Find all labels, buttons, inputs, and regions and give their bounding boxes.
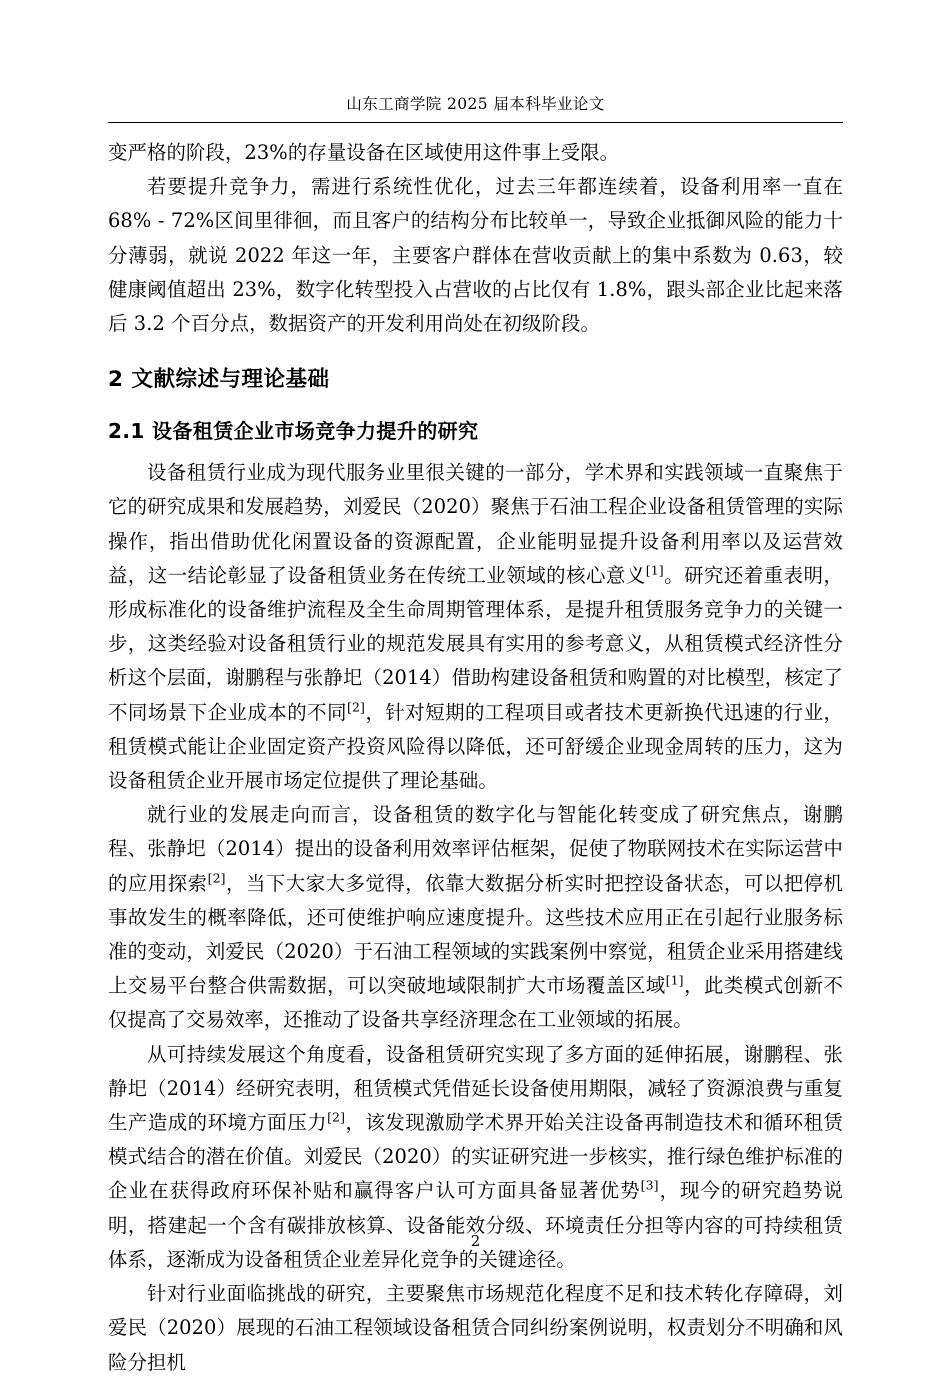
paragraph-4 <box>108 798 843 1037</box>
paragraph-5-text-a: 从可持续发展这个角度看，设备租赁研究实现了多方面的延伸拓展，谢鹏程、张静圯（2014）经研究表明，租赁模式凭借延长设备使用期限，减轻了资源浪费与重复生产造成的环境方面压力 <box>108 1042 843 1135</box>
citation-marker-3: [2] <box>207 870 226 886</box>
citation-marker-2: [2] <box>347 699 366 715</box>
paragraph-3-text-a: 设备租赁行业成为现代服务业里很关键的一部分，学术界和实践领域一直聚焦于它的研究成果和发展趋势，刘爱民（2020）聚焦于石油工程企业设备租赁管理的实际操作，指出借助优化闲置设备的资源配置，企业能明显提升设备利用率以及运营效益，这一结论彰显了设备租赁业务在传统工业领域的核心意义 <box>108 461 843 587</box>
citation-marker-6: [3] <box>640 1178 659 1194</box>
paragraph-4-text-c: ，此类模式创新不仅提高了交易效率，还推动了设备共享经济理念在工业领域的拓展。 <box>108 974 843 1032</box>
page-header: 山东工商学院 2025 届本科毕业论文 <box>346 95 605 113</box>
header-divider <box>108 122 843 123</box>
paragraph-3-text-b: 。研究还着重表明，形成标准化的设备维护流程及全生命周期管理体系，是提升租赁服务竞争力的关键一步，这类经验对设备租赁行业的规范发展具有实用的参考意义，从租赁模式经济性分析这个层面，谢鹏程与张静圯（2014）借助构建设备租赁和购置的对比模型，核定了不同场景下企业成本的不同 <box>108 563 843 724</box>
paragraph-3 <box>108 456 843 798</box>
page-number: 2 <box>470 1232 481 1250</box>
paragraph-4-text-a: 就行业的发展走向而言，设备租赁的数字化与智能化转变成了研究焦点，谢鹏程、张静圯（2014）提出的设备利用效率评估框架，促使了物联网技术在实际运营中的应用探索 <box>108 803 843 895</box>
citation-marker-5: [2] <box>327 1109 346 1125</box>
citation-marker-4: [1] <box>665 972 684 988</box>
paragraph-5-text-c: ，现今的研究趋势说明，搭建起一个含有碳排放核算、设备能效分级、环境责任分担等内容的可持续租赁体系，逐渐成为设备租赁企业差异化竞争的关键途径。 <box>108 1179 843 1271</box>
paragraph-6: 针对行业面临挑战的研究，主要聚焦市场规范化程度不足和技术转化存障碍，刘爱民（2020）展现的石油工程领域设备租赁合同纠纷案例说明，权责划分不明确和风险分担机 <box>108 1282 843 1374</box>
section-heading-2: 2 文献综述与理论基础 <box>108 367 330 393</box>
citation-marker-1: [1] <box>645 562 664 578</box>
paragraph-4-text-b: ，当下大家大多觉得，依靠大数据分析实时把控设备状态，可以把停机事故发生的概率降低，还可使维护响应速度提升。这些技术应用正在引起行业服务标准的变动，刘爱民（2020）于石油工程领域的实践案例中察觉，租赁企业采用搭建线上交易平台整合供需数据，可以突破地域限制扩大市场覆盖区域 <box>108 871 844 998</box>
document-body <box>108 136 843 1380</box>
paragraph-5-text-b: ，该发现激励学术界开始关注设备再制造技术和循环租赁模式结合的潜在价值。刘爱民（2020）的实证研究进一步核实，推行绿色维护标准的企业在获得政府环保补贴和赢得客户认可方面具备显著优势 <box>108 1111 843 1203</box>
paragraph-3-text-c: ，针对短期的工程项目或者技术更新换代迅速的行业，租赁模式能让企业固定资产投资风险得以降低，还可舒缓企业现金周转的压力，这为设备租赁企业开展市场定位提供了理论基础。 <box>108 700 843 793</box>
subsection-heading-2-1: 2.1 设备租赁企业市场竞争力提升的研究 <box>108 419 479 444</box>
paragraph-2: 若要提升竞争力，需进行系统性优化，过去三年都连续着，设备利用率一直在 68% - 72%区间里徘徊，而且客户的结构分布比较单一，导致企业抵御风险的能力十分薄弱，就说 2022 年这一年，主要客户群体在营收贡献上的集中系数为 0.63，较健康阈值超出 23%，数字化转型投入占营收的占比仅有 1.8%，跟头部企业比起来落后 3.2 个百分点，数据资产的开发利用尚处在初级阶段。 <box>108 175 843 336</box>
paragraph-1: 变严格的阶段，23%的存量设备在区域使用这件事上受限。 <box>108 141 620 164</box>
